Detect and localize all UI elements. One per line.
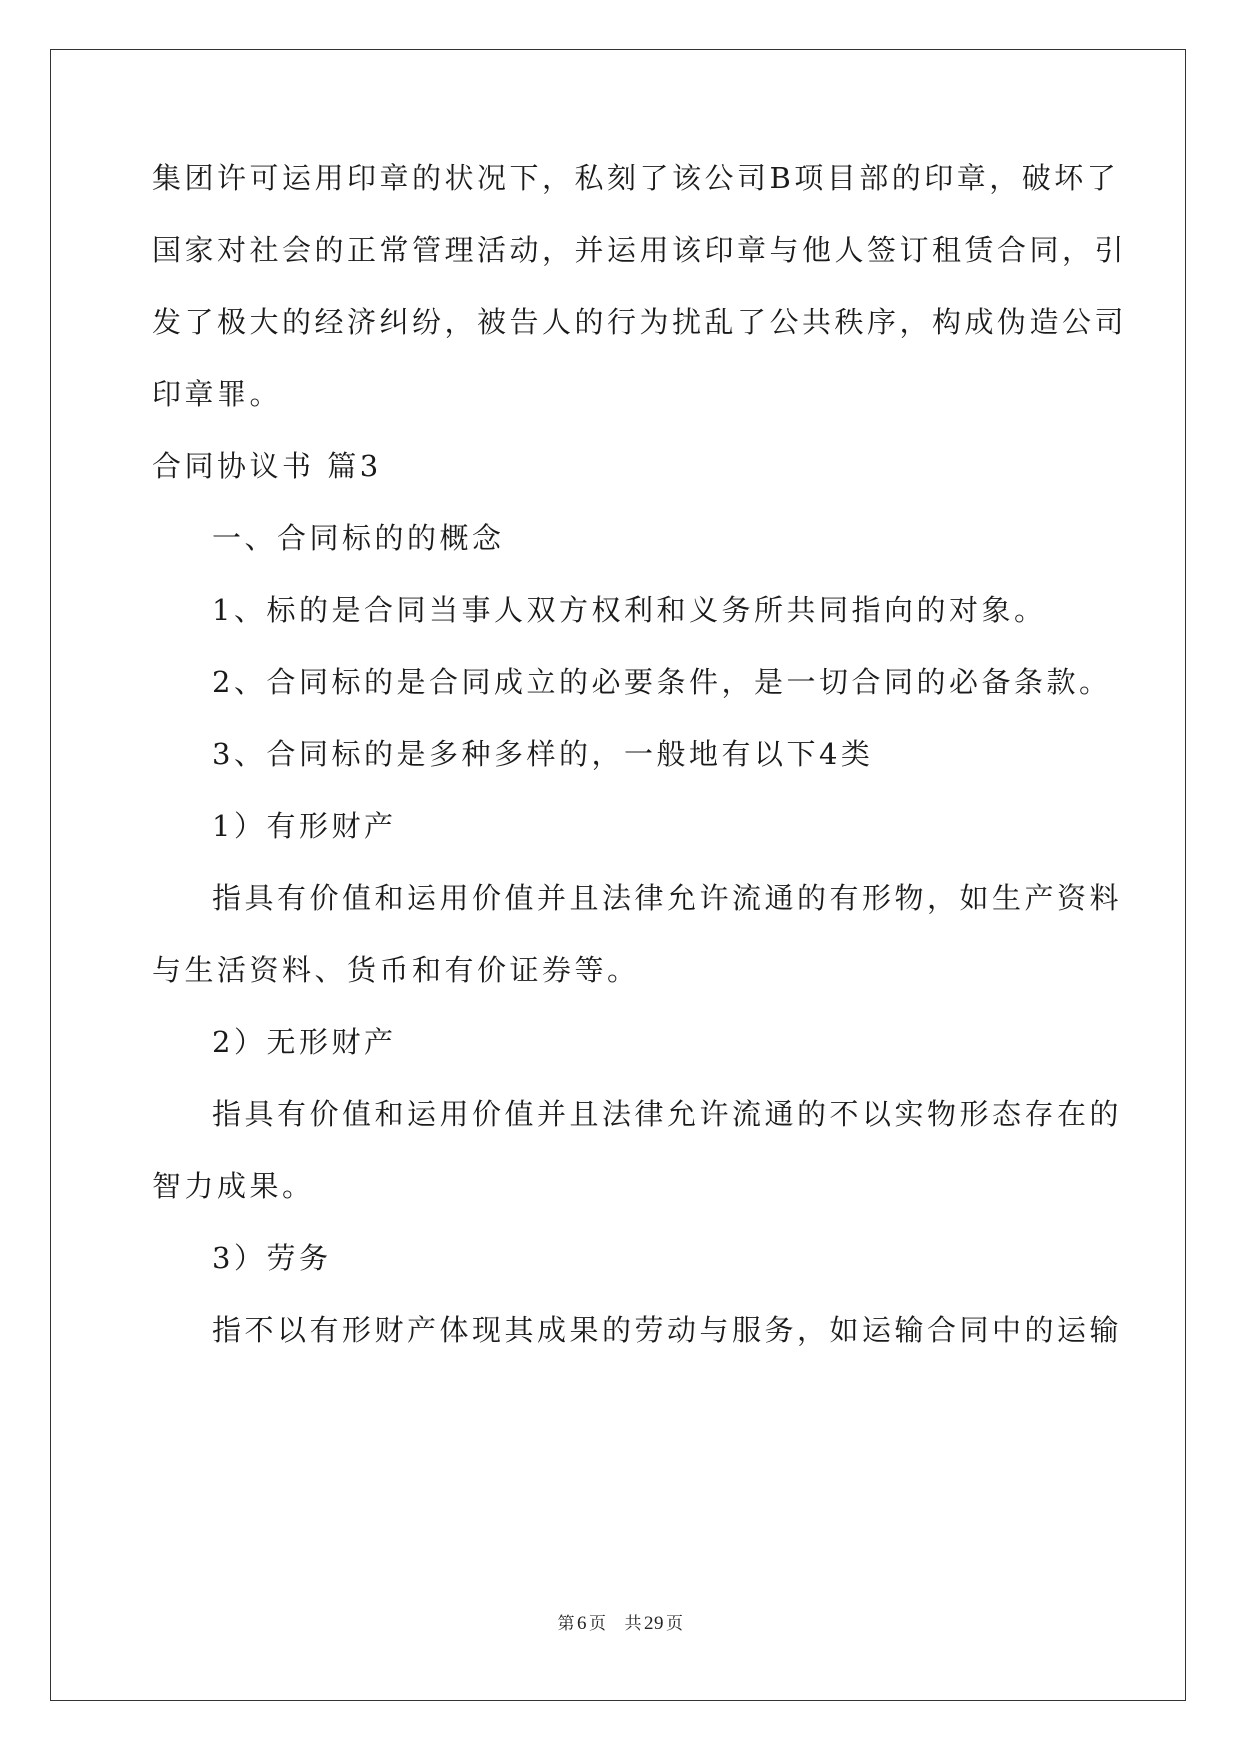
footer-total-suffix: 页 (666, 1614, 684, 1633)
body-line: 印章罪。 (152, 377, 283, 411)
body-line: 国家对社会的正常管理活动，并运用该印章与他人签订租赁合同，引 (152, 233, 1128, 267)
body-line: 集团许可运用印章的状况下，私刻了该公司B项目部的印章，破坏了 (152, 161, 1120, 195)
body-line: 指不以有形财产体现其成果的劳动与服务，如运输合同中的运输 (212, 1313, 1123, 1347)
section-heading: 合同协议书 篇3 (152, 449, 382, 483)
list-item: 2、合同标的是合同成立的必要条件，是一切合同的必备条款。 (212, 665, 1112, 699)
current-page-number: 6 (577, 1613, 587, 1634)
page-border (50, 49, 1186, 1701)
list-subheading: 2）无形财产 (212, 1025, 397, 1059)
body-line: 指具有价值和运用价值并且法律允许流通的有形物，如生产资料 (212, 881, 1123, 915)
footer-total-prefix: 共 (624, 1614, 642, 1633)
body-line: 发了极大的经济纠纷，被告人的行为扰乱了公共秩序，构成伪造公司 (152, 305, 1128, 339)
page-footer (0, 1609, 1241, 1635)
footer-page-suffix: 页 (589, 1614, 607, 1633)
body-line: 智力成果。 (152, 1169, 315, 1203)
list-item: 1、标的是合同当事人双方权利和义务所共同指向的对象。 (212, 593, 1047, 627)
list-subheading: 1）有形财产 (212, 809, 397, 843)
footer-prefix: 第 (557, 1614, 575, 1633)
list-item: 3、合同标的是多种多样的，一般地有以下4类 (212, 737, 874, 771)
total-pages-number: 29 (644, 1613, 664, 1634)
list-subheading: 3）劳务 (212, 1241, 332, 1275)
body-line: 与生活资料、货币和有价证券等。 (152, 953, 640, 987)
body-line: 指具有价值和运用价值并且法律允许流通的不以实物形态存在的 (212, 1097, 1123, 1131)
subsection-heading: 一、合同标的的概念 (212, 521, 505, 555)
